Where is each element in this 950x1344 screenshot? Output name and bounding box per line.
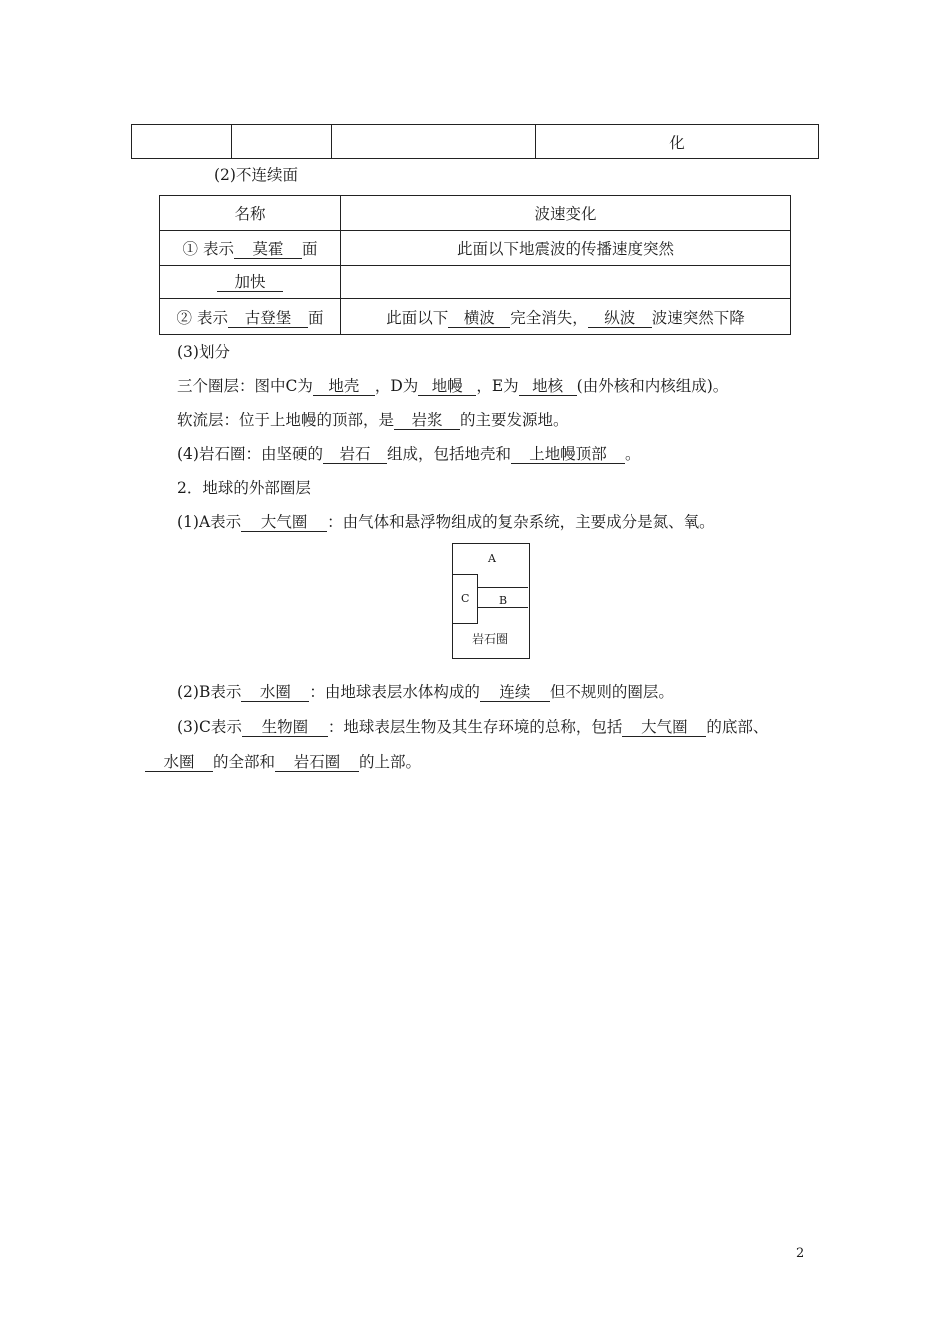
answer-blank: 加快 <box>217 273 283 292</box>
text: 软流层：位于上地幔的顶部，是 <box>177 411 395 429</box>
table-cell: 此面以下地震波的传播速度突然 <box>341 231 791 266</box>
table-cell <box>160 266 341 299</box>
text: ：地球表层生物及其生存环境的总称，包括 <box>327 718 623 736</box>
spheres-diagram <box>452 543 530 659</box>
page-number: 2 <box>796 1246 805 1261</box>
table-cell <box>232 125 332 159</box>
paragraph-atmosphere <box>177 511 715 533</box>
answer-blank: 纵波 <box>588 309 652 328</box>
text: 的底部、 <box>706 718 769 736</box>
table-cell <box>160 299 341 335</box>
text: 波速突然下降 <box>651 308 745 327</box>
answer-blank: 地核 <box>519 377 577 396</box>
answer-blank: 岩石圈 <box>275 753 359 772</box>
answer-blank: 水圈 <box>145 753 213 772</box>
text: 。 <box>624 445 641 463</box>
answer-blank: 古登堡 <box>228 309 308 328</box>
answer-blank: 大气圈 <box>622 718 706 737</box>
diagram-label-b: B <box>499 594 508 607</box>
text: 三个圈层：图中C为 <box>177 377 313 395</box>
paragraph-hydrosphere <box>177 681 674 703</box>
text: 的上部。 <box>359 753 422 771</box>
table-cell <box>332 125 536 159</box>
diagram-label-lithosphere: 岩石圈 <box>472 632 509 646</box>
paragraph-three-layers <box>177 375 728 397</box>
text: (3)C表示 <box>177 718 242 736</box>
table-cell <box>132 125 232 159</box>
answer-blank: 上地幔顶部 <box>511 445 625 464</box>
section-heading-division: (3)划分 <box>177 343 230 361</box>
diagram-label-c: C <box>461 592 470 605</box>
text: (由外核和内核组成)。 <box>576 377 729 395</box>
text: (4)岩石圈：由坚硬的 <box>177 445 323 463</box>
table-cell <box>341 266 791 299</box>
answer-blank: 岩石 <box>323 445 387 464</box>
answer-blank: 莫霍 <box>234 240 302 259</box>
text: ，E为 <box>476 377 519 395</box>
text: 的主要发源地。 <box>460 411 569 429</box>
answer-blank: 连续 <box>480 683 550 702</box>
answer-blank: 生物圈 <box>242 718 328 737</box>
row-prefix: ② 表示 <box>176 308 228 327</box>
answer-blank: 水圈 <box>241 683 309 702</box>
text: 的全部和 <box>213 753 276 771</box>
table-cell <box>160 231 341 266</box>
section-heading-discontinuity: (2)不连续面 <box>214 166 298 184</box>
answer-blank: 岩浆 <box>394 411 460 430</box>
answer-blank: 横波 <box>448 309 510 328</box>
text: ：由地球表层水体构成的 <box>309 683 480 701</box>
text: (1)A表示 <box>177 513 242 531</box>
answer-blank: 地幔 <box>418 377 476 396</box>
answer-blank: 大气圈 <box>241 513 327 532</box>
text: 完全消失， <box>510 308 588 327</box>
paragraph-asthenosphere <box>177 409 569 431</box>
diagram-label-a: A <box>488 552 496 565</box>
text: 此面以下 <box>386 308 449 327</box>
table-header-change: 波速变化 <box>341 196 791 231</box>
table-cell: 化 <box>536 125 819 159</box>
table-cell <box>341 299 791 335</box>
answer-blank: 地壳 <box>313 377 375 396</box>
discontinuity-table <box>159 195 791 335</box>
table-header-name: 名称 <box>160 196 341 231</box>
text: (2)B表示 <box>177 683 242 701</box>
paragraph-biosphere <box>177 716 768 738</box>
top-table-continuation <box>131 124 819 159</box>
text: 但不规则的圈层。 <box>549 683 674 701</box>
row-prefix: ① 表示 <box>182 240 234 258</box>
row-suffix: 面 <box>307 308 324 327</box>
paragraph-lithosphere <box>177 443 641 465</box>
text: ：由气体和悬浮物组成的复杂系统，主要成分是氮、氧。 <box>327 513 715 531</box>
row-suffix: 面 <box>301 240 318 258</box>
text: 组成，包括地壳和 <box>386 445 511 463</box>
section-heading-external: 2．地球的外部圈层 <box>177 479 311 497</box>
text: ，D为 <box>374 377 419 395</box>
diagram-line-b-bottom <box>477 607 528 608</box>
paragraph-biosphere-cont <box>145 751 421 773</box>
